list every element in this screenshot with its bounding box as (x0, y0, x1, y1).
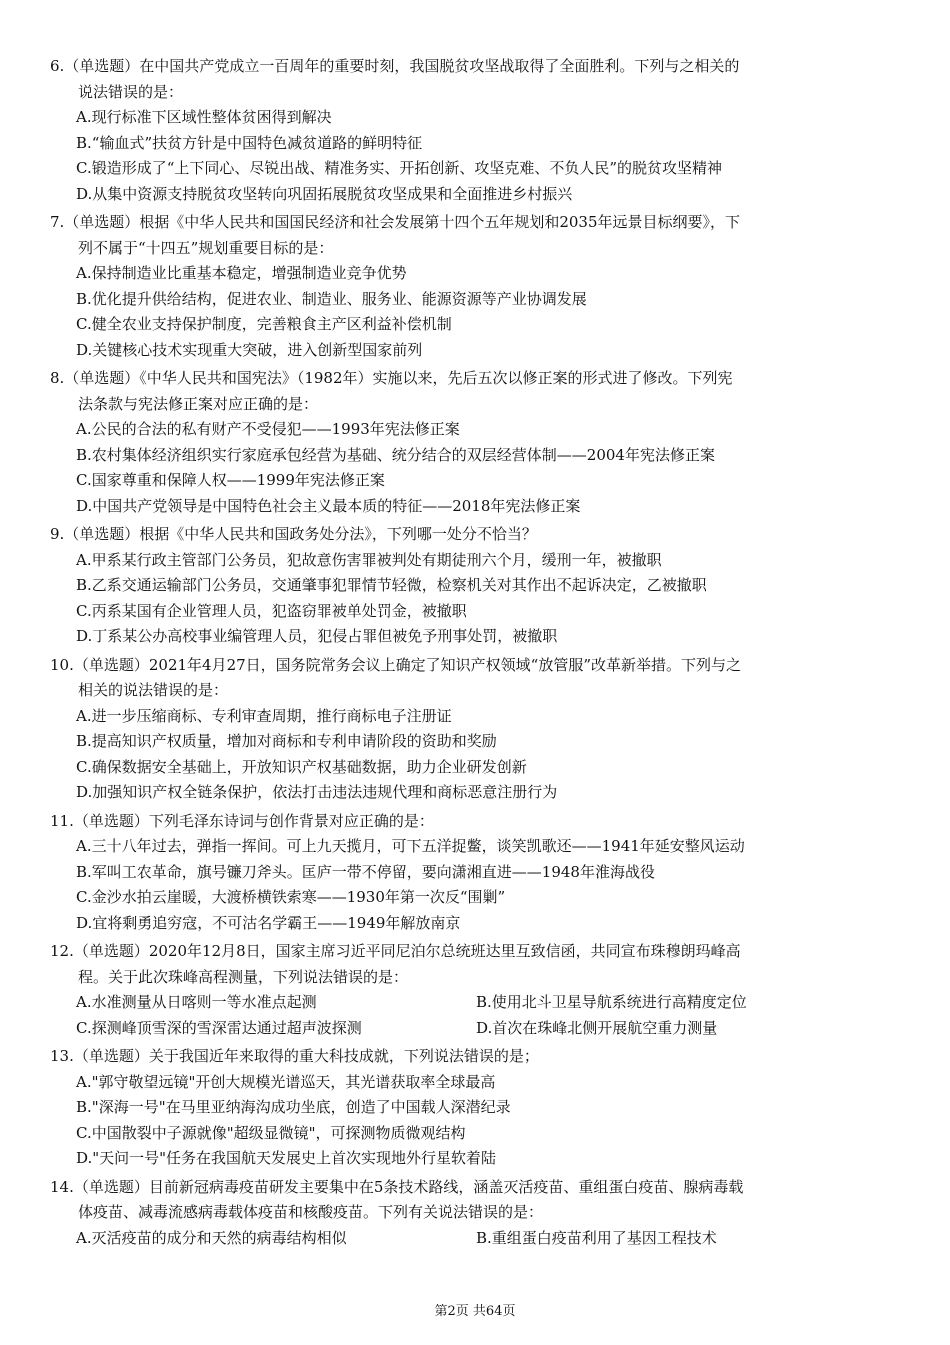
question-stem: 14.（单选题）目前新冠病毒疫苗研发主要集中在5条技术路线，涵盖灭活疫苗、重组蛋白疫苗、腺病毒载 (50, 1177, 744, 1196)
page-footer: 第2页 共64页 (434, 1304, 516, 1319)
question-stem-continued: 相关的说法错误的是： (78, 681, 229, 699)
question-10 (50, 653, 900, 806)
option-c: C.锻造形成了“上下同心、尽锐出战、精准务实、开拓创新、攻坚克难、不负人民”的脱贫攻坚精神 (76, 159, 723, 177)
option-b: B.使用北斗卫星导航系统进行高精度定位 (476, 993, 747, 1011)
option-b: B.优化提升供给结构，促进农业、制造业、服务业、能源资源等产业协调发展 (76, 289, 587, 308)
option-a: A.甲系某行政主管部门公务员，犯故意伤害罪被判处有期徒刑六个月，缓刑一年，被撤职 (76, 550, 662, 569)
option-a: A.公民的合法的私有财产不受侵犯——1993年宪法修正案 (76, 420, 460, 438)
question-stem-continued: 体疫苗、减毒流感病毒载体疫苗和核酸疫苗。下列有关说法错误的是： (78, 1203, 544, 1221)
option-c: C.国家尊重和保障人权——1999年宪法修正案 (76, 471, 385, 489)
question-7 (50, 210, 900, 363)
option-a: A.保持制造业比重基本稳定，增强制造业竞争优势 (76, 264, 407, 282)
question-stem: 13.（单选题）关于我国近年来取得的重大科技成就，下列说法错误的是； (50, 1047, 539, 1065)
option-b: B.乙系交通运输部门公务员，交通肇事犯罪情节轻微，检察机关对其作出不起诉决定，乙被撤职 (76, 576, 707, 594)
option-b: B.“输血式”扶贫方针是中国特色减贫道路的鲜明特征 (76, 133, 423, 152)
question-stem: 11.（单选题）下列毛泽东诗词与创作背景对应正确的是： (50, 811, 434, 830)
option-d: D."天问一号"任务在我国航天发展史上首次实现地外行星软着陆 (76, 1149, 497, 1167)
option-d: D.宜将剩勇追穷寇，不可沽名学霸王——1949年解放南京 (76, 913, 461, 932)
option-d: D.加强知识产权全链条保护，依法打击违法违规代理和商标恶意注册行为 (76, 783, 558, 801)
option-a: A.现行标准下区域性整体贫困得到解决 (76, 108, 332, 126)
question-9 (50, 522, 900, 650)
option-c: C.探测峰顶雪深的雪深雷达通过超声波探测 (76, 1018, 362, 1037)
option-b: B.农村集体经济组织实行家庭承包经营为基础、统分结合的双层经营体制——2004年宪法修正案 (76, 445, 715, 464)
option-d: D.关键核心技术实现重大突破，进入创新型国家前列 (76, 340, 423, 359)
option-b: B.军叫工农革命，旗号镰刀斧头。匡庐一带不停留，要向潇湘直进——1948年淮海战役 (76, 862, 655, 881)
option-c: C.中国散裂中子源就像"超级显微镜"，可探测物质微观结构 (76, 1123, 466, 1142)
option-b: B."深海一号"在马里亚纳海沟成功坐底，创造了中国载人深潜纪录 (76, 1098, 511, 1116)
option-grid (50, 1226, 900, 1252)
option-a: A.三十八年过去，弹指一挥间。可上九天揽月，可下五洋捉鳖，谈笑凯歌还——1941年延安整风运动 (76, 837, 745, 855)
option-grid (50, 990, 900, 1041)
question-stem-continued: 法条款与宪法修正案对应正确的是： (78, 394, 319, 413)
question-11 (50, 809, 900, 937)
question-stem: 9.（单选题）根据《中华人民共和国政务处分法》，下列哪一处分不恰当？ (50, 525, 537, 543)
question-stem: 7.（单选题）根据《中华人民共和国国民经济和社会发展第十四个五年规划和2035年远景目标纲要》，下 (50, 213, 740, 231)
question-stem: 10.（单选题）2021年4月27日，国务院常务会议上确定了知识产权领域“放管服”改革新举措。下列与之 (50, 655, 742, 674)
option-b: B.重组蛋白疫苗利用了基因工程技术 (476, 1228, 717, 1247)
option-d: D.首次在珠峰北侧开展航空重力测量 (476, 1018, 718, 1037)
option-c: C.确保数据安全基础上，开放知识产权基础数据，助力企业研发创新 (76, 757, 527, 776)
option-a: A.进一步压缩商标、专利审查周期，推行商标电子注册证 (76, 706, 452, 725)
option-a: A.灭活疫苗的成分和天然的病毒结构相似 (76, 1228, 347, 1247)
option-c: C.健全农业支持保护制度，完善粮食主产区利益补偿机制 (76, 315, 452, 333)
option-a: A."郭守敬望远镜"开创大规模光谱巡天，其光谱获取率全球最高 (76, 1072, 496, 1091)
question-stem-continued: 说法错误的是： (78, 82, 184, 101)
question-list (50, 54, 900, 1254)
option-d: D.从集中资源支持脱贫攻坚转向巩固拓展脱贫攻坚成果和全面推进乡村振兴 (76, 184, 573, 203)
question-stem: 12.（单选题）2020年12月8日，国家主席习近平同尼泊尔总统班达里互致信函，共同宣布珠穆朗玛峰高 (50, 942, 741, 960)
option-b: B.提高知识产权质量，增加对商标和专利申请阶段的资助和奖励 (76, 732, 497, 750)
question-6 (50, 54, 900, 207)
question-stem-continued: 列不属于“十四五”规划重要目标的是： (78, 238, 334, 257)
option-d: D.中国共产党领导是中国特色社会主义最本质的特征——2018年宪法修正案 (76, 496, 581, 515)
option-c: C.金沙水拍云崖暖，大渡桥横铁索寒——1930年第一次反“围剿” (76, 888, 506, 906)
option-c: C.丙系某国有企业管理人员，犯盗窃罪被单处罚金，被撤职 (76, 601, 467, 620)
question-stem: 6.（单选题）在中国共产党成立一百周年的重要时刻，我国脱贫攻坚战取得了全面胜利。下列与之相关的 (50, 57, 740, 75)
question-stem: 8.（单选题）《中华人民共和国宪法》（1982年）实施以来，先后五次以修正案的形式进了修改。下列宪 (50, 369, 733, 387)
question-12 (50, 939, 900, 1041)
option-d: D.丁系某公办高校事业编管理人员，犯侵占罪但被免予刑事处罚，被撤职 (76, 627, 558, 645)
question-8 (50, 366, 900, 519)
option-a: A.水准测量从日喀则一等水准点起测 (76, 993, 317, 1011)
question-stem-continued: 程。关于此次珠峰高程测量，下列说法错误的是： (78, 967, 409, 986)
question-13 (50, 1044, 900, 1172)
question-14 (50, 1175, 900, 1252)
